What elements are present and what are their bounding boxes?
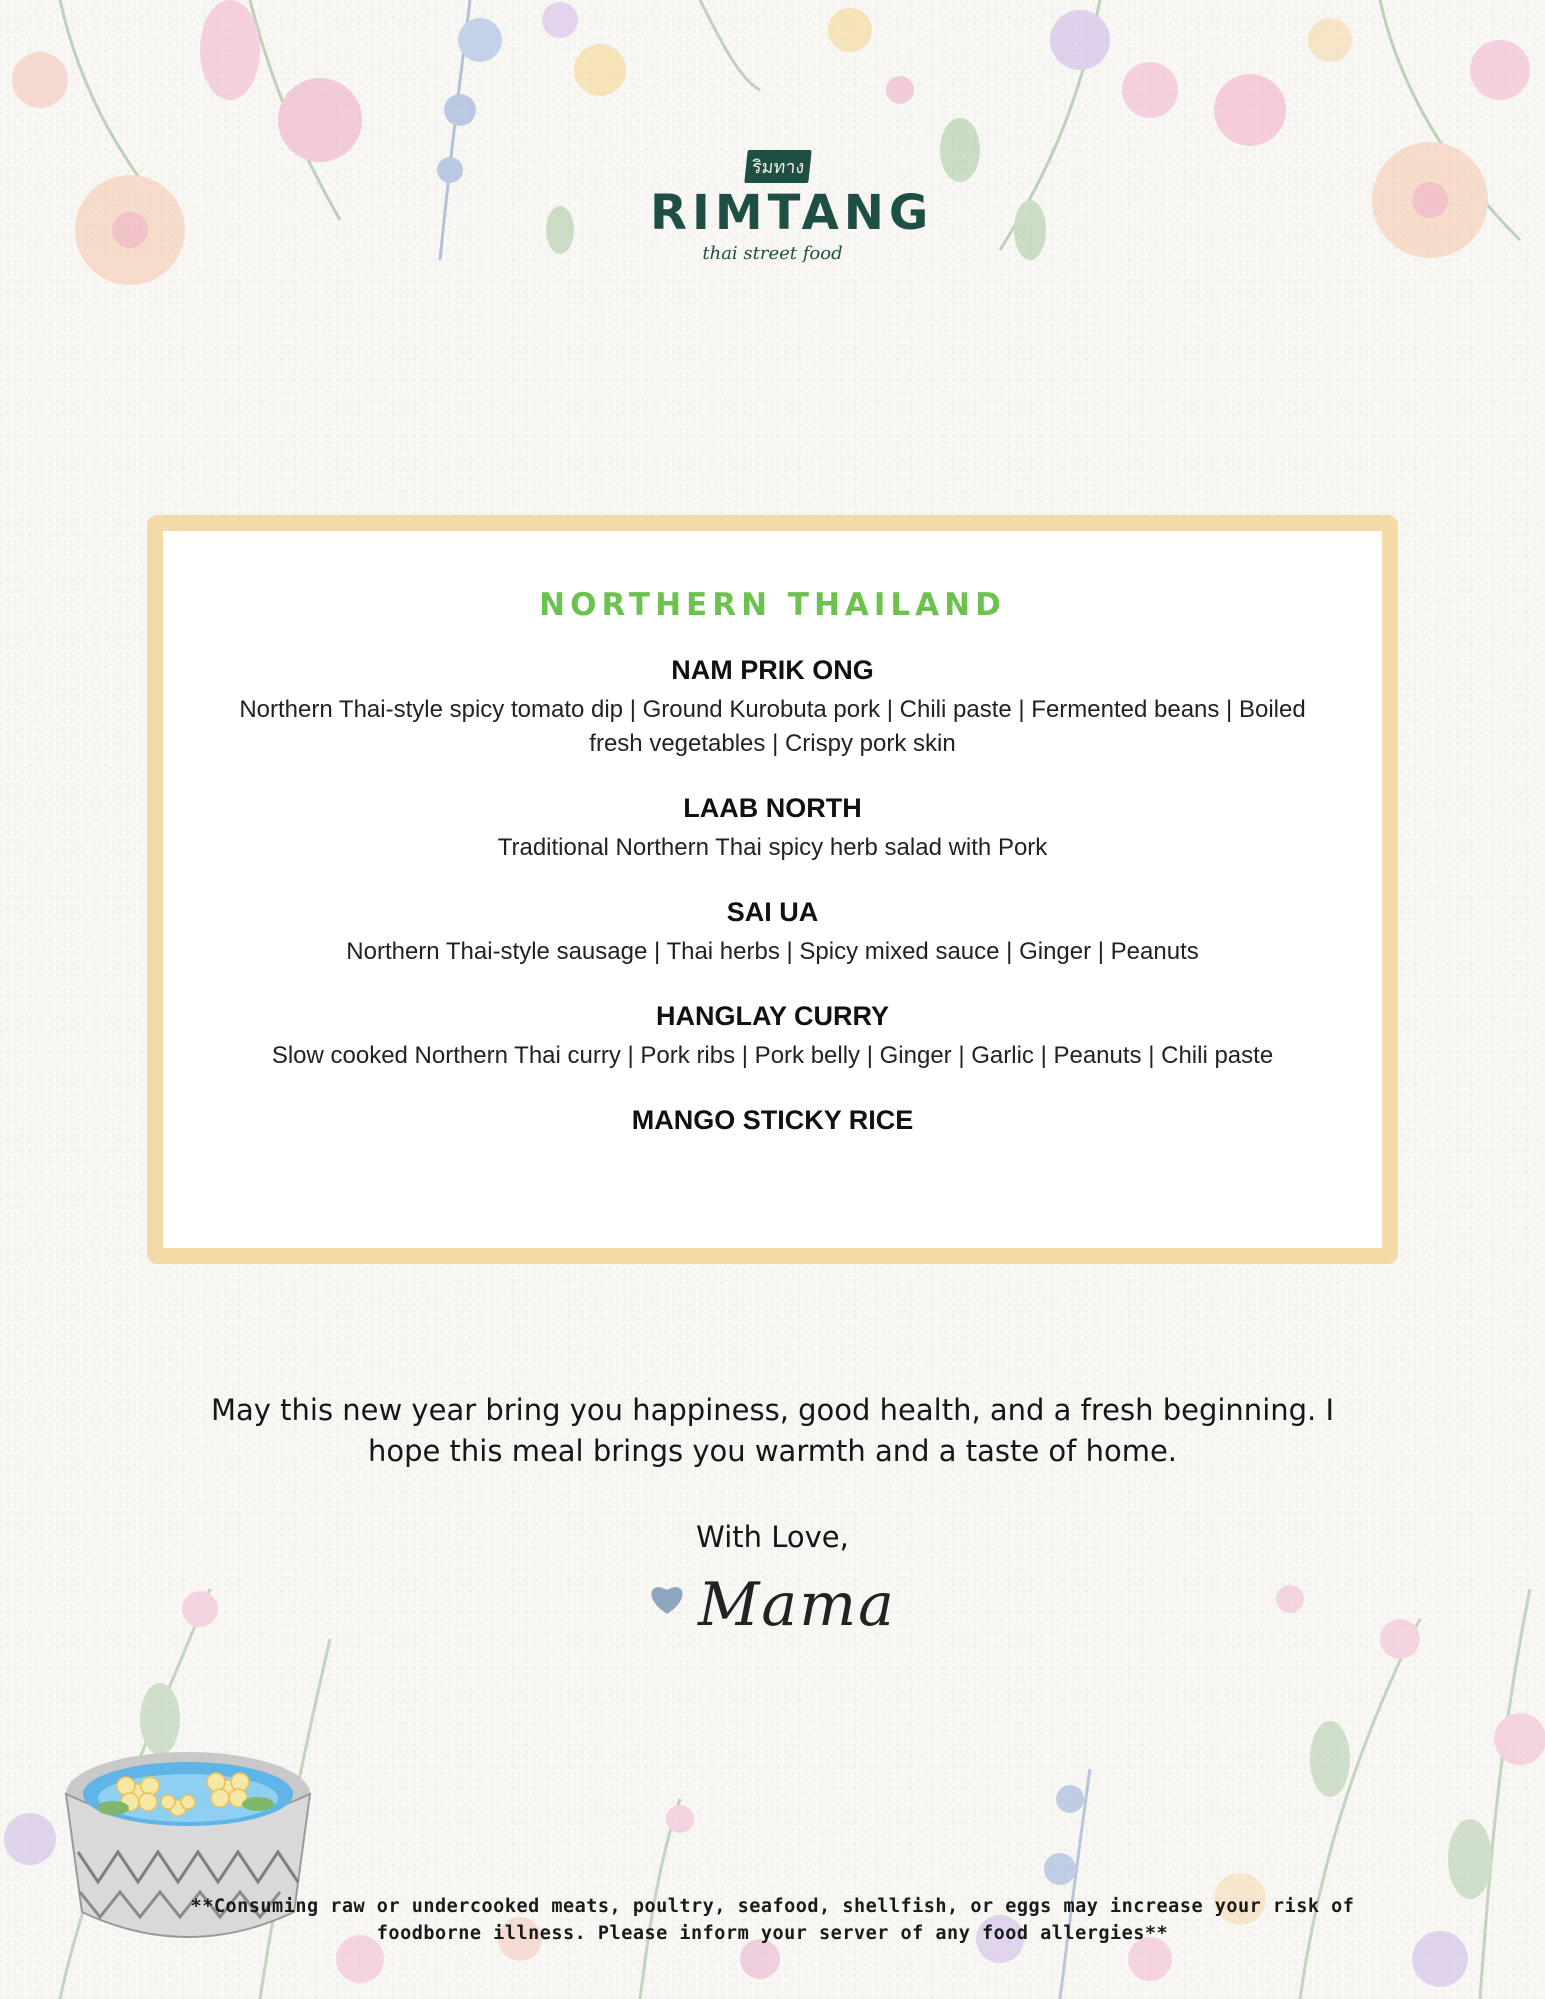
dish-name: SAI UA: [726, 897, 819, 927]
logo-thai-text: ริมทาง: [745, 150, 813, 183]
restaurant-logo: [650, 150, 934, 285]
dish-description: Traditional Northern Thai spicy herb salad with Pork: [497, 834, 1048, 861]
logo-wordmark: RIMTANG: [650, 185, 934, 241]
dish-name: LAAB NORTH: [683, 793, 862, 823]
region-heading: NORTHERN THAILAND: [539, 587, 1006, 623]
menu-item: [163, 653, 1382, 761]
dish-description: Northern Thai-style sausage | Thai herbs | Spicy mixed sauce | Ginger | Peanuts: [346, 938, 1199, 965]
menu-item: [163, 1103, 1382, 1137]
signature-name: Mama: [698, 1570, 896, 1640]
allergy-disclaimer: **Consuming raw or undercooked meats, poultry, seafood, shellfish, or eggs may increase your risk of foodborne illness. Please inform your server of any food allergies**: [190, 1896, 1355, 1944]
dish-name: MANGO STICKY RICE: [631, 1105, 914, 1135]
greeting-message: May this new year bring you happiness, good health, and a fresh beginning. I hope this meal brings you warmth and a taste of home.: [210, 1393, 1335, 1468]
dish-name: HANGLAY CURRY: [655, 1001, 890, 1031]
dish-description: Slow cooked Northern Thai curry | Pork ribs | Pork belly | Ginger | Garlic | Peanuts | Chili paste: [271, 1042, 1274, 1069]
dish-name: NAM PRIK ONG: [671, 655, 874, 685]
menu-item: [163, 791, 1382, 865]
menu-card: [147, 515, 1398, 1264]
logo-tagline: thai street food: [702, 243, 843, 264]
menu-item: [163, 895, 1382, 969]
dish-description: Northern Thai-style spicy tomato dip | Ground Kurobuta pork | Chili paste | Fermented beans | Boiled fresh vegetables | Crispy pork skin: [239, 696, 1306, 757]
closing-line: With Love,: [696, 1520, 849, 1554]
menu-item: [163, 999, 1382, 1073]
